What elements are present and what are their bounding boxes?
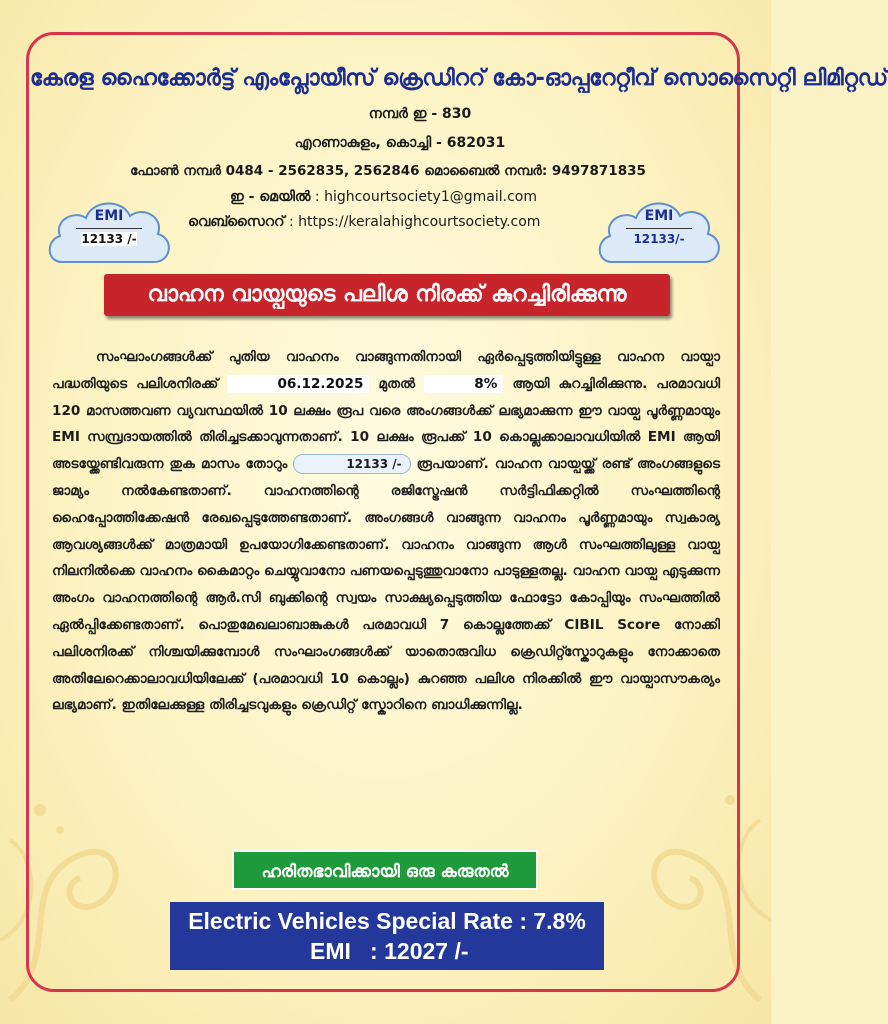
- address: എറണാകുളം, കൊച്ചി - 682031: [294, 135, 506, 151]
- society-title: കേരള ഹൈക്കോർട്ട് എംപ്ലോയീസ് ക്രെഡിററ് കോ-ഓപ്പറേറ്റീവ് സൊസൈറ്റി ലിമിറ്റഡ്: [30, 66, 888, 91]
- green-future-banner: ഹരിതഭാവിക്കായി ഒരു കരുതൽ: [232, 850, 538, 890]
- interest-rate: 8%: [424, 375, 503, 393]
- text-segment: മുതൽ: [378, 375, 416, 392]
- emi-divider-right: [626, 228, 692, 229]
- emi-divider-left: [76, 228, 142, 229]
- ev-rate-line: Electric Vehicles Special Rate : 7.8%: [188, 908, 586, 934]
- emi-cloud-right: [594, 190, 724, 274]
- email-label: ഇ - മെയിൽ: [230, 189, 311, 205]
- registration-number: നമ്പർ ഇ - 830: [368, 106, 472, 122]
- email-line: [230, 189, 590, 205]
- website-url[interactable]: : https://keralahighcourtsociety.com: [284, 214, 541, 230]
- ev-special-rate-box: [170, 902, 604, 970]
- emi-label-left: EMI: [94, 208, 124, 224]
- ev-emi-line: EMI : 12027 /-: [310, 938, 469, 964]
- text-segment: സംഘാംഗങ്ങൾക്ക് പുതിയ വാഹനം വാങ്ങുന്നതിനായി ഏർപ്പെടുത്തിയിട്ടുള്ള വാഹന വായ്പാ പദ്ധതിയുടെ പലിശനിരക്ക്: [52, 349, 720, 392]
- email-address[interactable]: : highcourtsociety1@gmail.com: [310, 189, 537, 205]
- emi-cloud-left: [44, 190, 174, 274]
- announcement-body: [52, 344, 720, 719]
- announcement-paragraph: [52, 344, 720, 719]
- website-label: വെബ്സൈററ്: [188, 214, 285, 230]
- emi-label-right: EMI: [644, 208, 674, 224]
- phone-numbers: ഫോൺ നമ്പർ 0484 - 2562835, 2562846 മൊബൈൽ നമ്പർ: 9497871835: [130, 163, 646, 179]
- text-segment: രൂപയാണ്. വാഹന വായ്പയ്ക്ക് രണ്ട് അംഗങ്ങളുടെ ജാമ്യം നൽകേണ്ടതാണ്. വാഹനത്തിന്റെ രജിസ്ട്രേഷൻ സർട്ടിഫിക്കറ്റിൽ സംഘത്തിന്റെ ഹൈപ്പോത്തിക്കേഷൻ രേഖപ്പെടുത്തേണ്ടതാണ്. അംഗങ്ങൾ വാങ്ങുന്ന വാഹനം പൂർണ്ണമായും സ്വകാര്യ ആവശ്യങ്ങൾക്ക് മാത്രമായി ഉപയോഗിക്കേണ്ടതാണ്. വാഹനം വാങ്ങുന്ന ആൾ സംഘത്തിലുള്ള വായ്പ നിലനിൽക്കെ വാഹനം കൈമാറ്റം ചെയ്യുവാനോ പണയപ്പെടുത്തുവാനോ പാടുള്ളതല്ല. വാഹന വായ്പ എടുക്കുന്ന അംഗം വാഹനത്തിന്റെ ആർ.സി ബുക്കിന്റെ സ്വയം സാക്ഷ്യപ്പെടുത്തിയ ഫോട്ടോ കോപ്പിയും സംഘത്തിൽ ഏൽപ്പിക്കേണ്ടതാണ്. പൊതുമേഖലാബാങ്കുകൾ പരമാവധി 7 കൊല്ലത്തേക്ക് CIBIL Score നോക്കി പലിശനിരക്ക് നിശ്ചയിക്കുമ്പോൾ സംഘാംഗങ്ങൾക്ക് യാതൊരുവിധ ക്രെഡിറ്റ്സ്കോറുകളും നോക്കാതെ അതിലേറെക്കാലാവധിയിലേക്ക് (പരമാവധി 10 കൊല്ലം) കുറഞ്ഞ പലിശ നിരക്കിൽ ഈ വായ്പാസൗകര്യം ലഭ്യമാണ്. ഇതിലേക്കുള്ള തിരിച്ചടവുകളും ക്രെഡിറ്റ് സ്കോറിനെ ബാധിക്കുന്നില്ല.: [52, 456, 720, 714]
- website-line: [188, 214, 608, 230]
- emi-value-right: 12133/-: [633, 232, 685, 246]
- rate-reduced-banner: വാഹന വായ്പയുടെ പലിശ നിരക്ക് കുറച്ചിരിക്കുന്നു: [104, 274, 670, 316]
- effective-date: 06.12.2025: [227, 375, 369, 393]
- emi-value-left: 12133 /-: [81, 232, 137, 246]
- text-segment: ആയി കുറച്ചിരിക്കുന്നു. പരമാവധി 120 മാസത്തവണ വ്യവസ്ഥയിൽ 10 ലക്ഷം രൂപ വരെ അംഗങ്ങൾക്ക് ലഭ്യമാക്കുന്ന ഈ വായ്പ പൂർണ്ണമായും EMI സമ്പ്രദായത്തിൽ തിരിച്ചടക്കാവുന്നതാണ്. 10 ലക്ഷം രൂപക്ക് 10 കൊല്ലക്കാലാവധിയിൽ EMI ആയി അടയ്ക്കേണ്ടിവരുന്ന തുക മാസം തോറും: [52, 375, 721, 473]
- monthly-emi-amount: 12133 /-: [293, 454, 410, 474]
